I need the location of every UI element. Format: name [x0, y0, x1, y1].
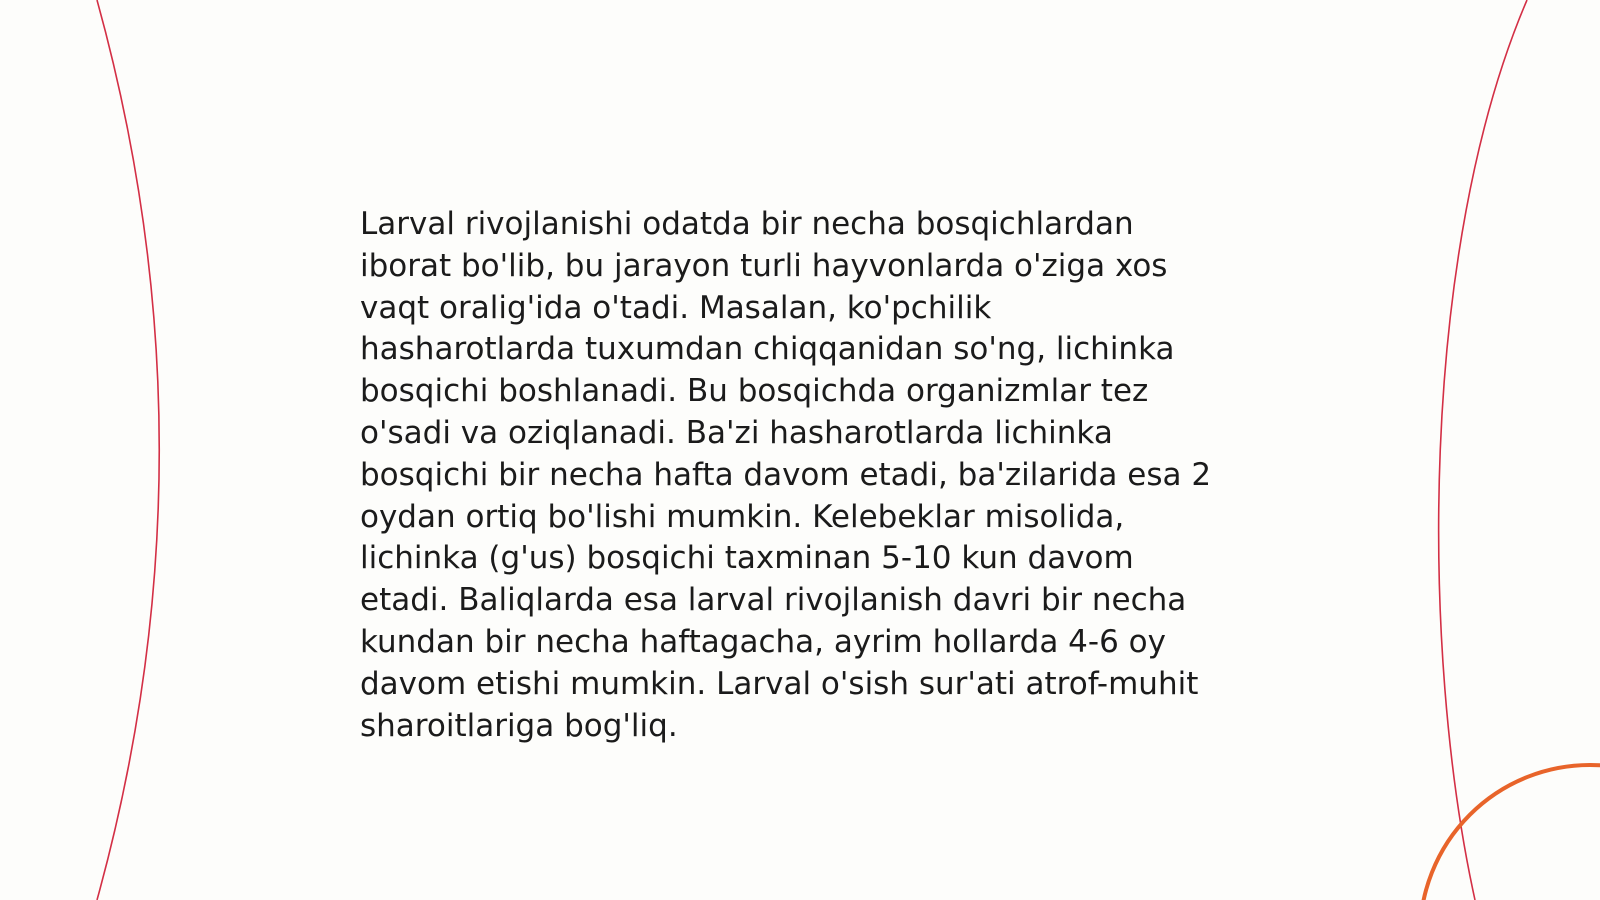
- body-paragraph: Larval rivojlanishi odatda bir necha bosqichlardan iborat bo'lib, bu jarayon turli hayvonlarda o'ziga xos vaqt oralig'ida o'tadi. Masalan, ko'pchilik hasharotlarda tuxumdan chiqqanidan so'ng, lichinka bosqichi boshlanadi. Bu bosqichda organizmlar tez o'sadi va oziqlanadi. Ba'zi hasharotlarda lichinka bosqichi bir necha hafta davom etadi, ba'zilarida esa 2 oydan ortiq bo'lishi mumkin. Kelebeklar misolida, lichinka (g'us) bosqichi taxminan 5-10 kun davom etadi. Baliqlarda esa larval rivojlanish davri bir necha kundan bir necha haftagacha, ayrim hollarda 4-6 oy davom etishi mumkin. Larval o'sish sur'ati atrof-muhit sharoitlariga bog'liq.: [360, 206, 1212, 744]
- left-curve-line: [97, 0, 159, 900]
- orange-accent-arc: [1420, 765, 1600, 900]
- right-curve-line: [1439, 0, 1527, 900]
